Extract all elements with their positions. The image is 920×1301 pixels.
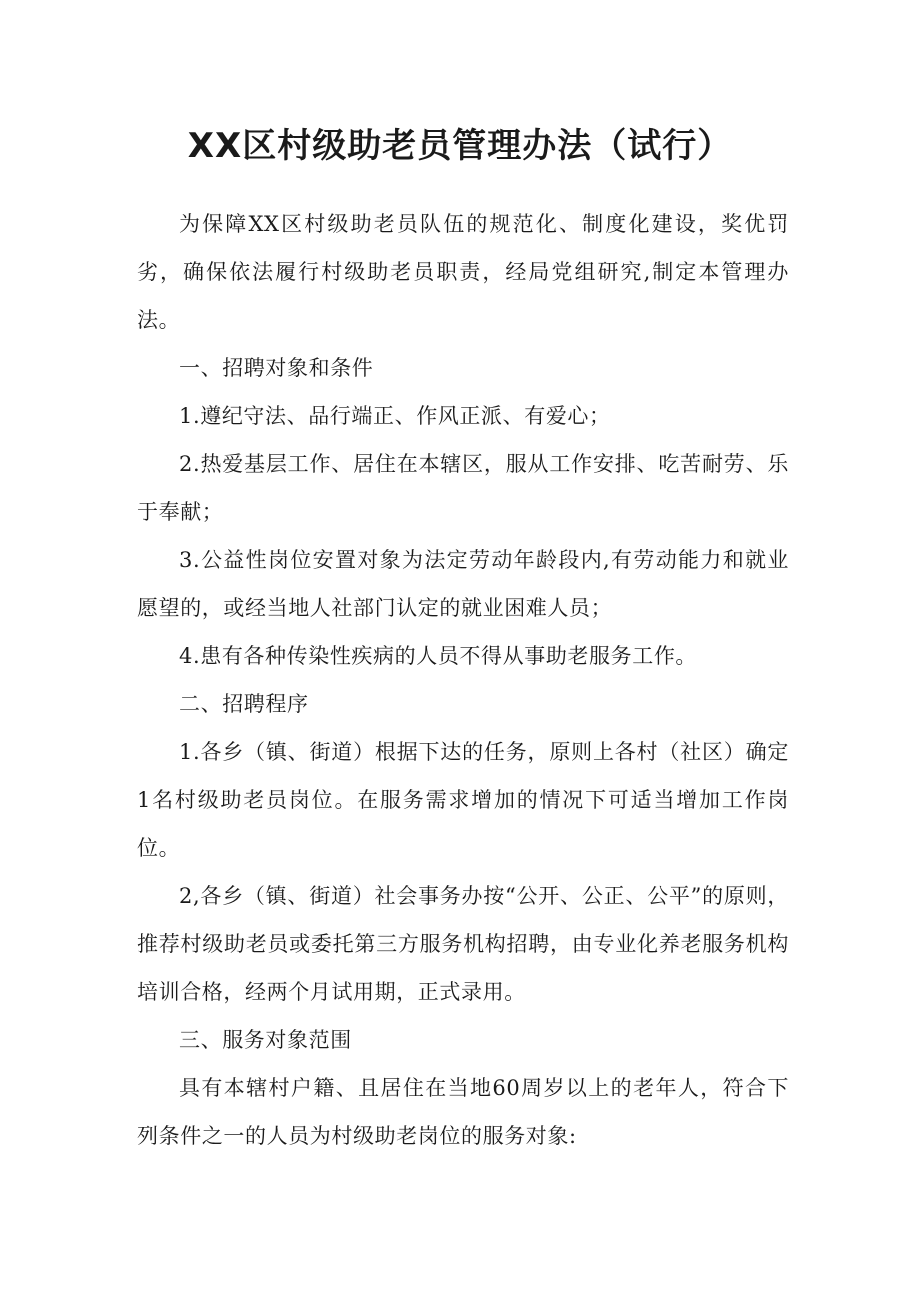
body-paragraph: 具有本辖村户籍、且居住在当地60周岁以上的老年人，符合下列条件之一的人员为村级助老岗位的服务对象:: [137, 1076, 789, 1148]
list-item: 2,各乡（镇、街道）社会事务办按“公开、公正、公平”的原则，推荐村级助老员或委托第三方服务机构招聘，由专业化养老服务机构培训合格，经两个月试用期，正式录用。: [137, 884, 789, 1004]
list-item: 1.遵纪守法、品行端正、作风正派、有爱心；: [179, 404, 611, 428]
list-item: 3.公益性岗位安置对象为法定劳动年龄段内,有劳动能力和就业愿望的，或经当地人社部门认定的就业困难人员；: [137, 548, 789, 620]
document-title: XX区村级助老员管理办法（试行）: [187, 126, 733, 166]
list-item: 4.患有各种传染性疾病的人员不得从事助老服务工作。: [179, 644, 698, 668]
list-item: 1.各乡（镇、街道）根据下达的任务，原则上各村（社区）确定1名村级助老员岗位。在服务需求增加的情况下可适当增加工作岗位。: [137, 740, 789, 860]
intro-paragraph: 为保障XX区村级助老员队伍的规范化、制度化建设，奖优罚劣，确保依法履行村级助老员职责，经局党组研究,制定本管理办法。: [137, 212, 789, 332]
section-heading: 三、服务对象范围: [179, 1028, 352, 1052]
section-heading: 二、招聘程序: [179, 692, 309, 716]
document-body: [137, 200, 789, 1160]
section-heading: 一、招聘对象和条件: [179, 356, 374, 380]
list-item: 2.热爱基层工作、居住在本辖区，服从工作安排、吃苦耐劳、乐于奉献；: [137, 452, 789, 524]
